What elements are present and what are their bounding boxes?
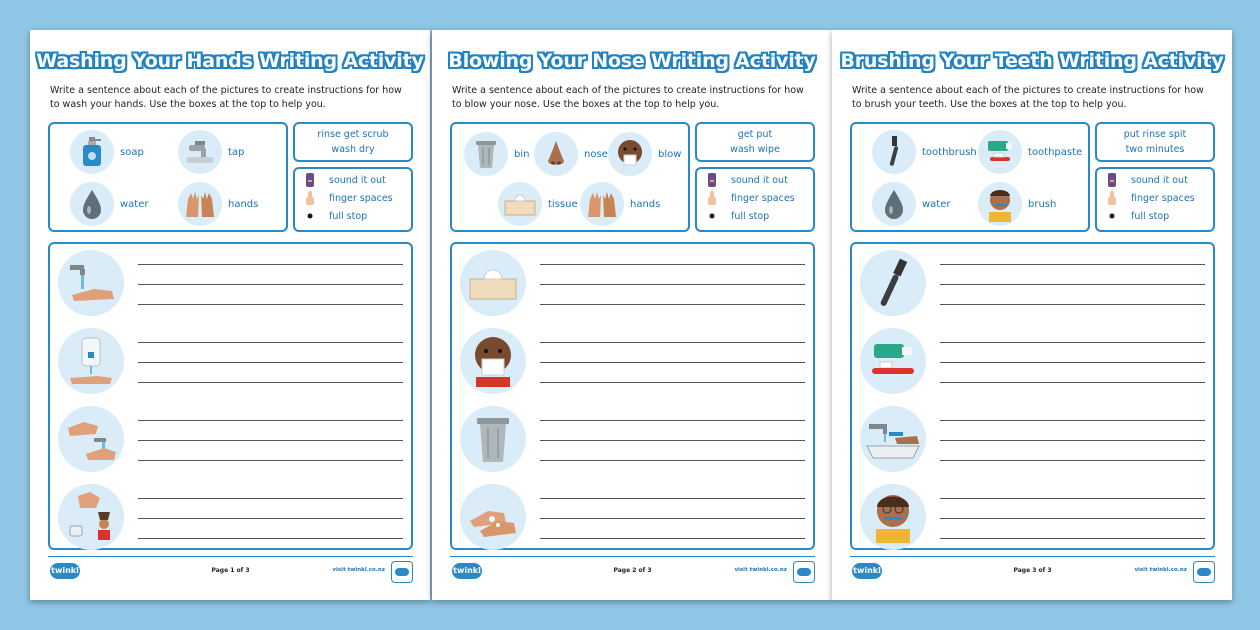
writing-line[interactable]: [940, 264, 1205, 265]
writing-row: [860, 250, 1205, 314]
vocab-label: tissue: [548, 198, 578, 210]
tip-finger-spaces: [705, 191, 795, 205]
dot-icon: [705, 209, 719, 223]
tap-icon: [178, 130, 222, 174]
writing-line[interactable]: [540, 498, 805, 499]
writing-line[interactable]: [940, 342, 1205, 343]
word-bank-line: rinse get scrub: [317, 129, 389, 140]
writing-line[interactable]: [940, 362, 1205, 363]
rinse-at-sink-icon: [860, 406, 926, 472]
writing-line[interactable]: [940, 382, 1205, 383]
writing-row: [460, 250, 805, 314]
writing-row: [460, 328, 805, 392]
tip-label: finger spaces: [731, 192, 795, 204]
writing-line[interactable]: [138, 498, 403, 499]
writing-line[interactable]: [138, 382, 403, 383]
vocab-label: hands: [228, 198, 259, 210]
tip-label: full stop: [731, 210, 770, 222]
writing-line[interactable]: [540, 538, 805, 539]
visit-link[interactable]: visit twinkl.co.nz: [1134, 567, 1187, 573]
quality-badge-icon: [793, 561, 815, 583]
writing-line[interactable]: [540, 440, 805, 441]
vocab-label: soap: [120, 146, 144, 158]
writing-area: [48, 242, 413, 550]
tip-label: finger spaces: [1131, 192, 1195, 204]
quality-badge-icon: [391, 561, 413, 583]
writing-line[interactable]: [138, 538, 403, 539]
writing-tips-box: [293, 167, 413, 232]
bin-icon: [460, 406, 526, 472]
hands-under-tap-icon: [58, 250, 124, 316]
writing-row: [460, 406, 805, 470]
visit-link[interactable]: visit twinkl.co.nz: [332, 567, 385, 573]
writing-row: [460, 484, 805, 548]
vocab-label: nose: [584, 148, 608, 160]
child-mouth-icon: [705, 173, 719, 187]
hands-icon: [580, 182, 624, 226]
worksheet-washing-hands: [30, 30, 430, 600]
worksheet-brushing-teeth: [832, 30, 1232, 600]
writing-line[interactable]: [940, 460, 1205, 461]
dot-icon: [1105, 209, 1119, 223]
word-bank-line: wash wipe: [730, 144, 780, 155]
worksheet-title: Brushing Your Teeth Writing Activity: [840, 50, 1224, 72]
vocab-label: brush: [1028, 198, 1057, 210]
writing-row: [58, 406, 403, 470]
quality-badge-icon: [1193, 561, 1215, 583]
tissue-box-icon: [498, 182, 542, 226]
writing-line[interactable]: [540, 264, 805, 265]
washing-hands-icon: [460, 484, 526, 550]
writing-line[interactable]: [940, 420, 1205, 421]
writing-line[interactable]: [540, 382, 805, 383]
twinkl-logo: twinkl: [452, 563, 482, 579]
vocab-item: [978, 182, 1056, 226]
vocab-item: [978, 130, 1082, 174]
word-bank-box: [293, 122, 413, 162]
vocab-label: water: [922, 198, 951, 210]
vocab-label: blow: [658, 148, 682, 160]
writing-line[interactable]: [540, 284, 805, 285]
vocab-label: hands: [630, 198, 661, 210]
visit-link[interactable]: visit twinkl.co.nz: [734, 567, 787, 573]
vocab-label: toothpaste: [1028, 146, 1083, 158]
writing-line[interactable]: [540, 304, 805, 305]
worksheet-title: Blowing Your Nose Writing Activity: [448, 50, 816, 72]
tip-label: sound it out: [1131, 174, 1188, 186]
vocab-item: [70, 182, 149, 226]
writing-line[interactable]: [138, 518, 403, 519]
blowing-nose-icon: [460, 328, 526, 394]
vocab-label: water: [120, 198, 149, 210]
nose-icon: [534, 132, 578, 176]
writing-tips-box: [695, 167, 815, 232]
worksheet-footer: [450, 556, 815, 590]
vocab-item: [498, 182, 578, 226]
writing-line[interactable]: [138, 342, 403, 343]
vocab-item: [872, 130, 977, 174]
worksheet-footer: [850, 556, 1215, 590]
vocab-item: [534, 132, 608, 176]
tip-sound-it-out: [303, 173, 386, 187]
water-drop-icon: [872, 182, 916, 226]
water-drop-icon: [70, 182, 114, 226]
writing-line[interactable]: [138, 440, 403, 441]
twinkl-logo: twinkl: [50, 563, 80, 579]
vocab-label: toothbrush: [922, 146, 977, 158]
writing-row: [58, 328, 403, 392]
blowing-nose-icon: [608, 132, 652, 176]
writing-line[interactable]: [540, 518, 805, 519]
writing-line[interactable]: [138, 304, 403, 305]
tip-finger-spaces: [1105, 191, 1195, 205]
writing-line[interactable]: [540, 342, 805, 343]
tip-label: sound it out: [731, 174, 788, 186]
vocabulary-box: [450, 122, 690, 232]
word-bank-line: wash dry: [331, 144, 375, 155]
worksheet-footer: [48, 556, 413, 590]
word-bank-line: two minutes: [1125, 144, 1185, 155]
dot-icon: [303, 209, 317, 223]
vocab-item: [70, 130, 144, 174]
vocab-item: [178, 130, 244, 174]
worksheet-blowing-nose: [432, 30, 832, 600]
word-bank-box: [695, 122, 815, 162]
writing-line[interactable]: [940, 498, 1205, 499]
page-number: Page 3 of 3: [1013, 567, 1052, 574]
page-number: Page 2 of 3: [613, 567, 652, 574]
writing-line[interactable]: [940, 284, 1205, 285]
vocab-item: [608, 132, 681, 176]
toothpaste-icon: [978, 130, 1022, 174]
soap-dispenser-icon: [58, 328, 124, 394]
writing-line[interactable]: [540, 460, 805, 461]
tip-label: finger spaces: [329, 192, 393, 204]
writing-row: [58, 484, 403, 548]
page-number: Page 1 of 3: [211, 567, 250, 574]
worksheet-title: Washing Your Hands Writing Activity: [36, 50, 424, 72]
writing-line[interactable]: [138, 284, 403, 285]
tip-sound-it-out: [1105, 173, 1188, 187]
writing-line[interactable]: [940, 440, 1205, 441]
tip-full-stop: [303, 209, 367, 223]
writing-line[interactable]: [138, 420, 403, 421]
writing-line[interactable]: [940, 538, 1205, 539]
tip-full-stop: [705, 209, 769, 223]
hands-icon: [178, 182, 222, 226]
vocabulary-box: [48, 122, 288, 232]
boy-brushing-icon: [978, 182, 1022, 226]
writing-line[interactable]: [540, 362, 805, 363]
writing-line[interactable]: [940, 518, 1205, 519]
writing-line[interactable]: [138, 460, 403, 461]
tip-sound-it-out: [705, 173, 788, 187]
vocab-item: [580, 182, 660, 226]
writing-row: [58, 250, 403, 314]
toothbrush-icon: [872, 130, 916, 174]
finger-icon: [1105, 191, 1119, 205]
writing-area: [450, 242, 815, 550]
writing-line[interactable]: [540, 420, 805, 421]
bin-icon: [464, 132, 508, 176]
tip-full-stop: [1105, 209, 1169, 223]
child-mouth-icon: [303, 173, 317, 187]
vocab-label: bin: [514, 148, 530, 160]
tip-finger-spaces: [303, 191, 393, 205]
writing-line[interactable]: [138, 362, 403, 363]
word-bank-line: get put: [737, 129, 773, 140]
vocab-item: [872, 182, 951, 226]
drying-hands-icon: [58, 484, 124, 550]
vocab-item: [178, 182, 258, 226]
vocab-item: [464, 132, 529, 176]
finger-icon: [705, 191, 719, 205]
twinkl-logo: twinkl: [852, 563, 882, 579]
word-bank-line: put rinse spit: [1123, 129, 1187, 140]
writing-row: [860, 328, 1205, 392]
tip-label: full stop: [329, 210, 368, 222]
toothpaste-icon: [860, 328, 926, 394]
writing-line[interactable]: [940, 304, 1205, 305]
word-bank-box: [1095, 122, 1215, 162]
vocab-label: tap: [228, 146, 245, 158]
vocabulary-box: [850, 122, 1090, 232]
writing-row: [860, 484, 1205, 548]
tip-label: full stop: [1131, 210, 1170, 222]
tip-label: sound it out: [329, 174, 386, 186]
scrubbing-hands-icon: [58, 406, 124, 472]
tissue-box-icon: [460, 250, 526, 316]
worksheet-instructions: Write a sentence about each of the pictures to create instructions for how to wash your hands. Use the boxes at the top to help you.: [50, 85, 402, 110]
finger-icon: [303, 191, 317, 205]
worksheet-instructions: Write a sentence about each of the pictures to create instructions for how to brush your teeth. Use the boxes at the top to help you.: [852, 85, 1204, 110]
writing-tips-box: [1095, 167, 1215, 232]
boy-brushing-icon: [860, 484, 926, 550]
soap-dispenser-icon: [70, 130, 114, 174]
writing-row: [860, 406, 1205, 470]
writing-line[interactable]: [138, 264, 403, 265]
writing-area: [850, 242, 1215, 550]
worksheet-instructions: Write a sentence about each of the pictures to create instructions for how to blow your nose. Use the boxes at the top to help you.: [452, 85, 804, 110]
child-mouth-icon: [1105, 173, 1119, 187]
toothbrush-icon: [860, 250, 926, 316]
